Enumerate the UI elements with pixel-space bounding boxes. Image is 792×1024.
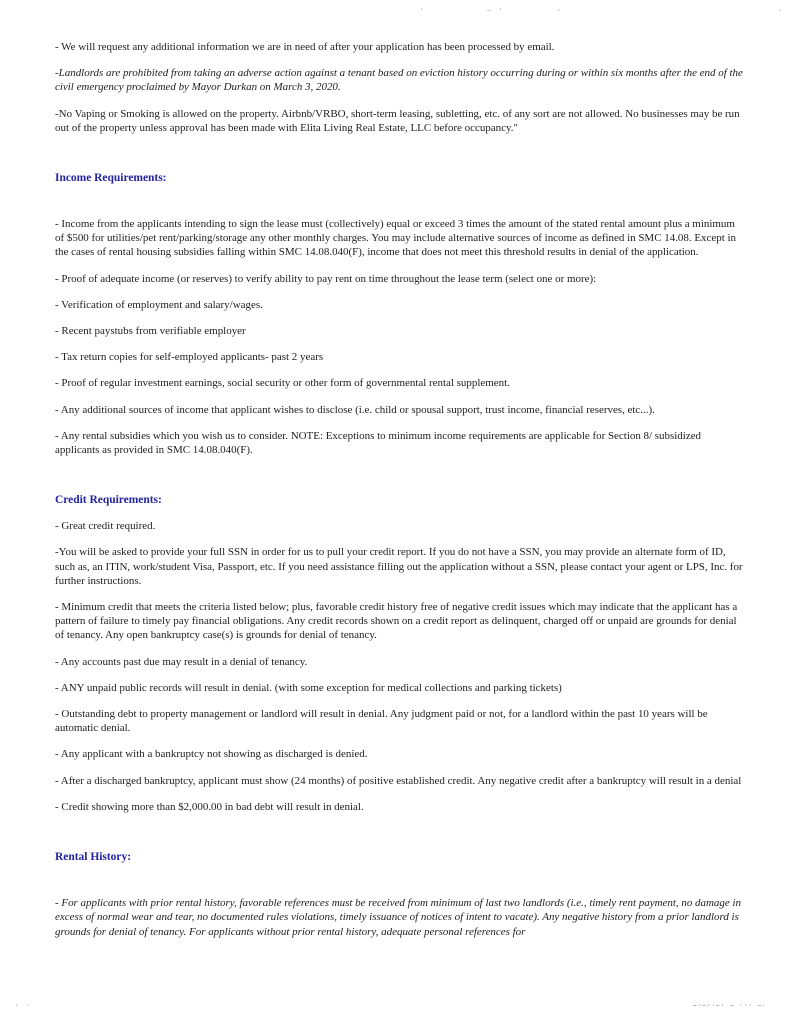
page-edge-artifact: · [778, 7, 784, 14]
paragraph: -Landlords are prohibited from taking an adverse action against a tenant based on eviction history occurring during or within six months after the end of the civil emergency proclaimed by Mayor Durkan on March 3, 2020. [55, 67, 743, 94]
page-edge-artifact: —·—··—· — ··· —· [693, 1002, 767, 1009]
paragraph: - Proof of adequate income (or reserves) to verify ability to pay rent on time throughout the lease term (select one or more): [55, 272, 597, 285]
spacer [55, 876, 743, 896]
paragraph: - Outstanding debt to property management or landlord will result in denial. Any judgment paid or not, for a landlord within the past 10 years will be automatic denial. [55, 708, 708, 735]
paragraph: - Income from the applicants intending to sign the lease must (collectively) equal or exceed 3 times the amount of the stated rental amount plus a minimum of $500 for utilities/pet rent/parking/storage any other monthly charges. You may include alternative sources of income as defined in SMC 14.08. Except in the cases of rental housing subsidies falling within SMC 14.08.040(F), income that does not meet this threshold results in denial of the application. [55, 218, 737, 259]
paragraph: - We will request any additional information we are in need of after your application has been processed by email. [55, 41, 555, 53]
paragraph: - Any applicant with a bankruptcy not showing as discharged is denied. [55, 748, 368, 761]
paragraph: - Minimum credit that meets the criteria listed below; plus, favorable credit history free of negative credit issues which may indicate that the applicant has a pattern of failure to timely pay financial obligations. Any credit records shown on a credit report as delinquent, charged off or unpaid are grounds for denial of tenancy. Any open bankruptcy case(s) is grounds for denial of tenancy. [55, 601, 738, 642]
page-edge-artifact: · [420, 6, 426, 13]
paragraph: - Recent paystubs from verifiable employer [55, 325, 246, 338]
paragraph: - For applicants with prior rental history, favorable references must be received from minimum of last two landlords (i.e., timely rent payment, no damage in excess of normal wear and tear, no documented rules violations, timely issuance of notices of intent to vacate). Any negative history from a prior landlord is grounds for denial of tenancy. For applicants without prior rental history, adequate personal references for [55, 897, 742, 938]
paragraph: - Great credit required. [55, 520, 156, 533]
page-edge-artifact: · · [15, 1002, 32, 1009]
paragraph: - Tax return copies for self-employed applicants- past 2 years [55, 351, 324, 364]
section-heading: Income Requirements: [55, 172, 167, 185]
section-heading: Rental History: [55, 851, 132, 864]
paragraph: - Credit showing more than $2,000.00 in bad debt will result in denial. [55, 800, 364, 813]
document-content [55, 40, 743, 951]
paragraph: - Any rental subsidies which you wish us to consider. NOTE: Exceptions to minimum income requirements are applicable for Section 8/ subsidized applicants as provided in SMC 14.08.040(F). [55, 429, 702, 457]
page-edge-artifact: · [557, 7, 563, 14]
paragraph: - Proof of regular investment earnings, social security or other form of governmental rental supplement. [55, 377, 510, 390]
page-edge-artifact: ‥ · [487, 6, 505, 13]
spacer [55, 197, 743, 217]
paragraph: - After a discharged bankruptcy, applicant must show (24 months) of positive established credit. Any negative credit after a bankruptcy will result in a denial [55, 774, 742, 787]
paragraph: -No Vaping or Smoking is allowed on the property. Airbnb/VRBO, short-term leasing, subletting, etc. of any sort are not allowed. No businesses may be run out of the property unless approval has been made with Elita Living Real Estate, LLC before occupancy." [55, 107, 740, 134]
paragraph: - Any accounts past due may result in a denial of tenancy. [55, 655, 308, 668]
section-heading: Credit Requirements: [55, 494, 162, 507]
paragraph: -You will be asked to provide your full SSN in order for us to pull your credit report. If you do not have a SSN, you may provide an alternate form of ID, such as, an ITIN, work/student Visa, Passport, etc. If you need assistance filling out the application without a SSN, please contact your agent or LPS, Inc. for further instructions. [55, 546, 743, 587]
paragraph: - ANY unpaid public records will result in denial. (with some exception for medical collections and parking tickets) [55, 681, 562, 694]
paragraph: - Verification of employment and salary/wages. [55, 298, 263, 311]
paragraph: - Any additional sources of income that applicant wishes to disclose (i.e. child or spousal support, trust income, financial reserves, etc...). [55, 403, 655, 416]
